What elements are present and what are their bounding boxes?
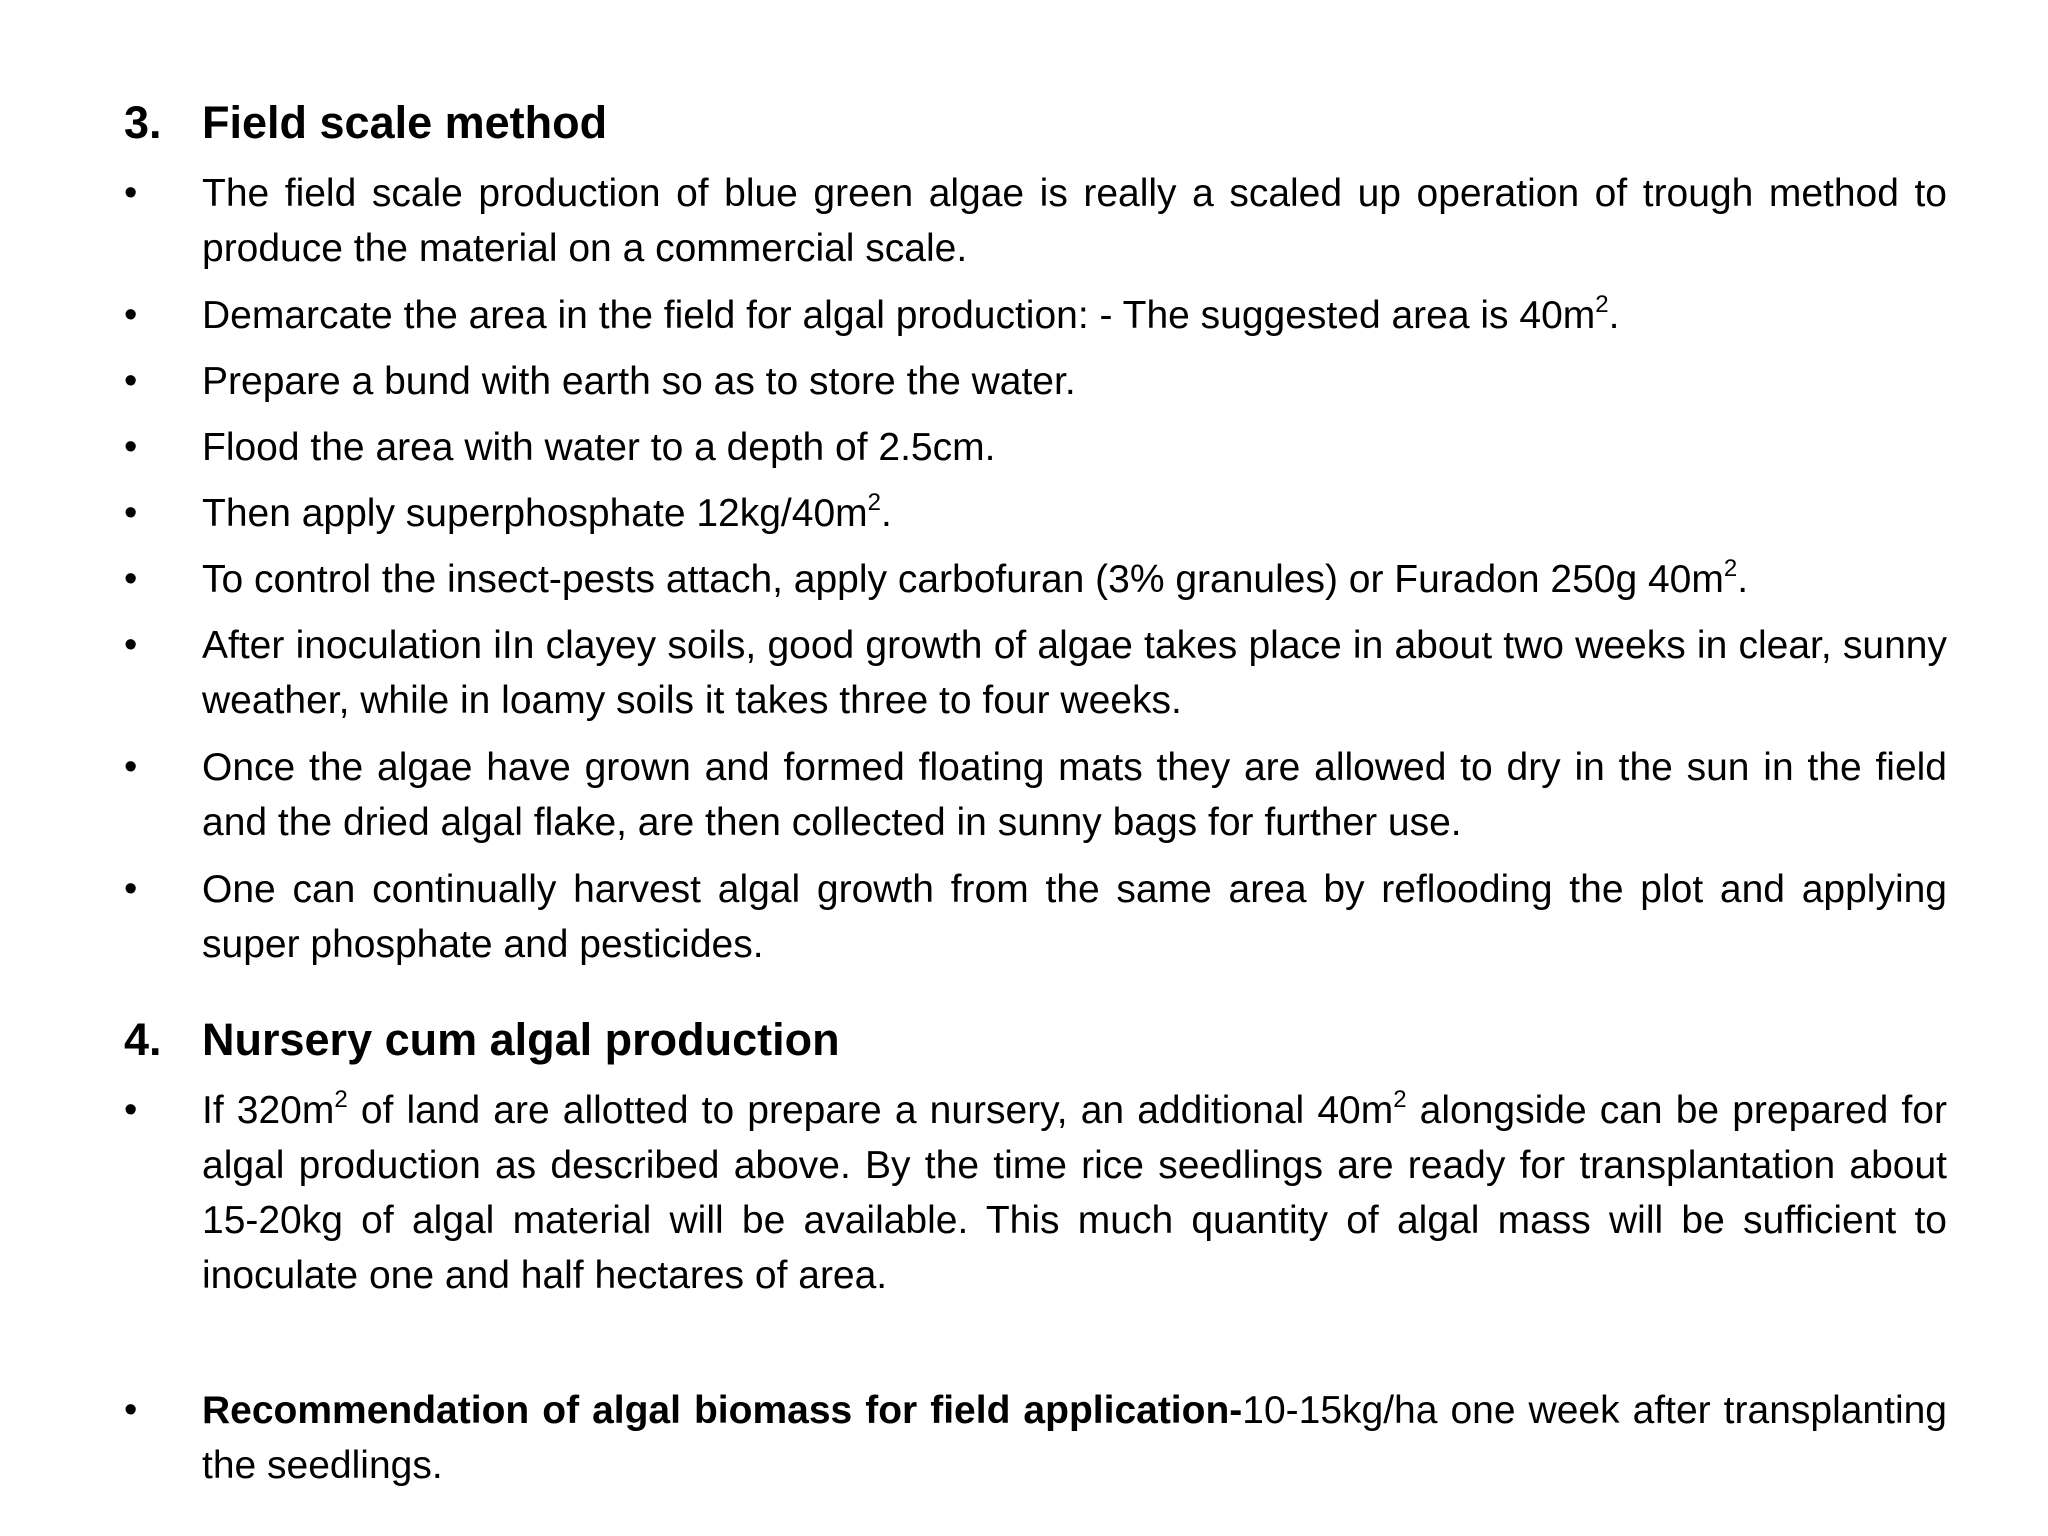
bullet-icon: • [124, 558, 138, 600]
list-item [124, 166, 1947, 276]
section-3-heading [124, 96, 607, 150]
bullet-icon: • [124, 1089, 138, 1131]
recommendation-text [202, 1383, 1947, 1493]
bullet-text-part: . [1737, 558, 1749, 601]
bullet-text-part: alongside can be prepared for algal production as described above. By the time rice seedlings are ready for transplantation about 15-20kg of algal material will be available. This much quantity of algal mass will be sufficient to inoculate one and half hectares of area. [202, 1089, 1947, 1297]
bullet-text-part: . [1608, 294, 1620, 337]
section-3-number: 3. [124, 97, 162, 148]
bullet-text: One can continually harvest algal growth from the same area by reflooding the plot and applying super phosphate and pesticides. [202, 868, 1947, 966]
bullet-text [202, 1083, 1947, 1303]
bullet-icon: • [124, 294, 138, 336]
list-item [124, 420, 1947, 475]
list-item [124, 740, 1947, 850]
bullet-icon: • [124, 1389, 138, 1431]
recommendation-item [124, 1383, 1947, 1493]
bullet-text-part: To control the insect-pests attach, apply carbofuran (3% granules) or Furadon 250g 40m [202, 558, 1724, 601]
superscript: 2 [1595, 291, 1609, 318]
bullet-icon: • [124, 746, 138, 788]
list-item [124, 552, 1947, 607]
bullet-text: After inoculation iIn clayey soils, good growth of algae takes place in about two weeks in clear, sunny weather, while in loamy soils it takes three to four weeks. [202, 624, 1947, 722]
section-4-title: Nursery cum algal production [202, 1014, 840, 1065]
list-item [124, 1083, 1947, 1303]
bullet-text-part: If 320m [202, 1089, 335, 1132]
list-item [124, 354, 1947, 409]
bullet-icon: • [124, 360, 138, 402]
bullet-icon: • [124, 868, 138, 910]
bullet-text-part: . [881, 492, 892, 535]
bullet-text: Flood the area with water to a depth of 2.5cm. [202, 426, 996, 469]
bullet-icon: • [124, 172, 138, 214]
superscript: 2 [867, 489, 881, 516]
section-4-number: 4. [124, 1014, 162, 1065]
bullet-text-part: Then apply superphosphate 12kg/40m [202, 492, 868, 535]
bullet-text [202, 288, 1947, 343]
superscript: 2 [334, 1086, 348, 1113]
superscript: 2 [1723, 555, 1738, 582]
bullet-text: Once the algae have grown and formed floating mats they are allowed to dry in the sun in the field and the dried algal flake, are then collected in sunny bags for further use. [202, 746, 1947, 844]
bullet-text [202, 486, 1947, 541]
bullet-text-part: of land are allotted to prepare a nursery, an additional 40m [347, 1089, 1394, 1132]
recommendation-bold: Recommendation of algal biomass for field application- [202, 1389, 1243, 1432]
list-item [124, 288, 1947, 343]
bullet-icon: • [124, 426, 138, 468]
list-item [124, 486, 1947, 541]
list-item [124, 862, 1947, 972]
bullet-text [202, 552, 1947, 607]
bullet-icon: • [124, 624, 138, 666]
recommendation-rest: 10-15kg/ha one week after transplanting the seedlings. [202, 1389, 1948, 1487]
bullet-text: Prepare a bund with earth so as to store the water. [202, 360, 1076, 403]
superscript: 2 [1393, 1086, 1407, 1113]
section-4-heading [124, 1013, 840, 1067]
bullet-text: The field scale production of blue green algae is really a scaled up operation of trough method to produce the material on a commercial scale. [202, 172, 1947, 270]
bullet-text-part: Demarcate the area in the field for algal production: - The suggested area is 40m [202, 294, 1596, 337]
bullet-icon: • [124, 492, 138, 534]
list-item [124, 618, 1947, 728]
section-3-title: Field scale method [202, 97, 608, 148]
